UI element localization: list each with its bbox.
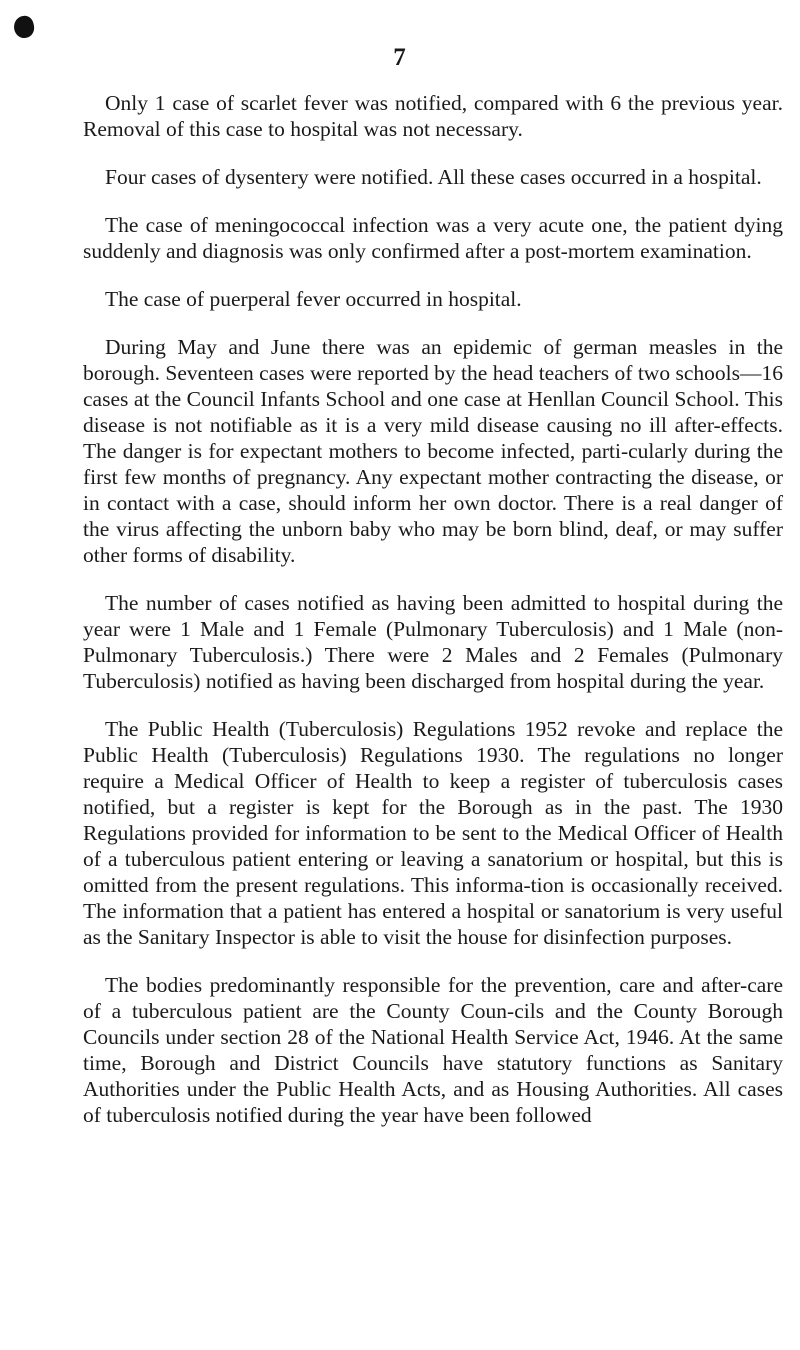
paragraph-responsible-bodies: The bodies predominantly responsible for the prevention, care and after-care of a tuberculous patient are the County Coun-cils and the County Borough Councils under section 28 of the National Health Service Act, 1946. At the same time, Borough and District Councils have statutory functions as Sanitary Authorities under the Public Health Acts, and as Housing Authorities. All cases of tuberculosis notified during the year have been followed	[83, 973, 783, 1127]
paragraph-meningococcal: The case of meningococcal infection was a very acute one, the patient dying suddenly and diagnosis was only confirmed after a post-mortem examination.	[83, 213, 783, 263]
paragraph-puerperal-fever: The case of puerperal fever occurred in hospital.	[105, 287, 522, 311]
paragraph-scarlet-fever: Only 1 case of scarlet fever was notified, compared with 6 the previous year. Removal of this case to hospital was not necessary.	[83, 91, 783, 141]
paragraph-tuberculosis-regulations: The Public Health (Tuberculosis) Regulations 1952 revoke and replace the Public Health (Tuberculosis) Regulations 1930. The regulations no longer require a Medical Officer of Health to keep a register of tuberculosis cases notified, but a register is kept for the Borough as in the past. The 1930 Regulations provided for information to be sent to the Medical Officer of Health of a tuberculous patient entering or leaving a sanatorium or hospital, but this is omitted from the present regulations. This informa-tion is occasionally received. The information that a patient has entered a hospital or sanatorium is very useful as the Sanitary Inspector is able to visit the house for disinfection purposes.	[83, 717, 783, 949]
paragraph-german-measles: During May and June there was an epidemic of german measles in the borough. Seventeen cases were reported by the head teachers of two schools—16 cases at the Council Infants School and one case at Henllan Council School. This disease is not notifiable as it is a very mild disease causing no ill after-effects. The danger is for expectant mothers to become infected, parti-cularly during the first few months of pregnancy. Any expectant mother contracting the disease, or in contact with a case, should inform her own doctor. There is a real danger of the virus affecting the unborn baby who may be born blind, deaf, or may suffer other forms of disability.	[83, 335, 783, 567]
binding-hole-mark	[12, 14, 36, 40]
document-body	[83, 90, 783, 1150]
paragraph-tuberculosis-admissions: The number of cases notified as having been admitted to hospital during the year were 1 Male and 1 Female (Pulmonary Tuberculosis) and 1 Male (non-Pulmonary Tuberculosis.) There were 2 Males and 2 Females (Pulmonary Tuberculosis) notified as having been discharged from hospital during the year.	[83, 591, 783, 693]
page-number: 7	[393, 44, 407, 71]
paragraph-dysentery: Four cases of dysentery were notified. All these cases occurred in a hospital.	[105, 165, 762, 189]
